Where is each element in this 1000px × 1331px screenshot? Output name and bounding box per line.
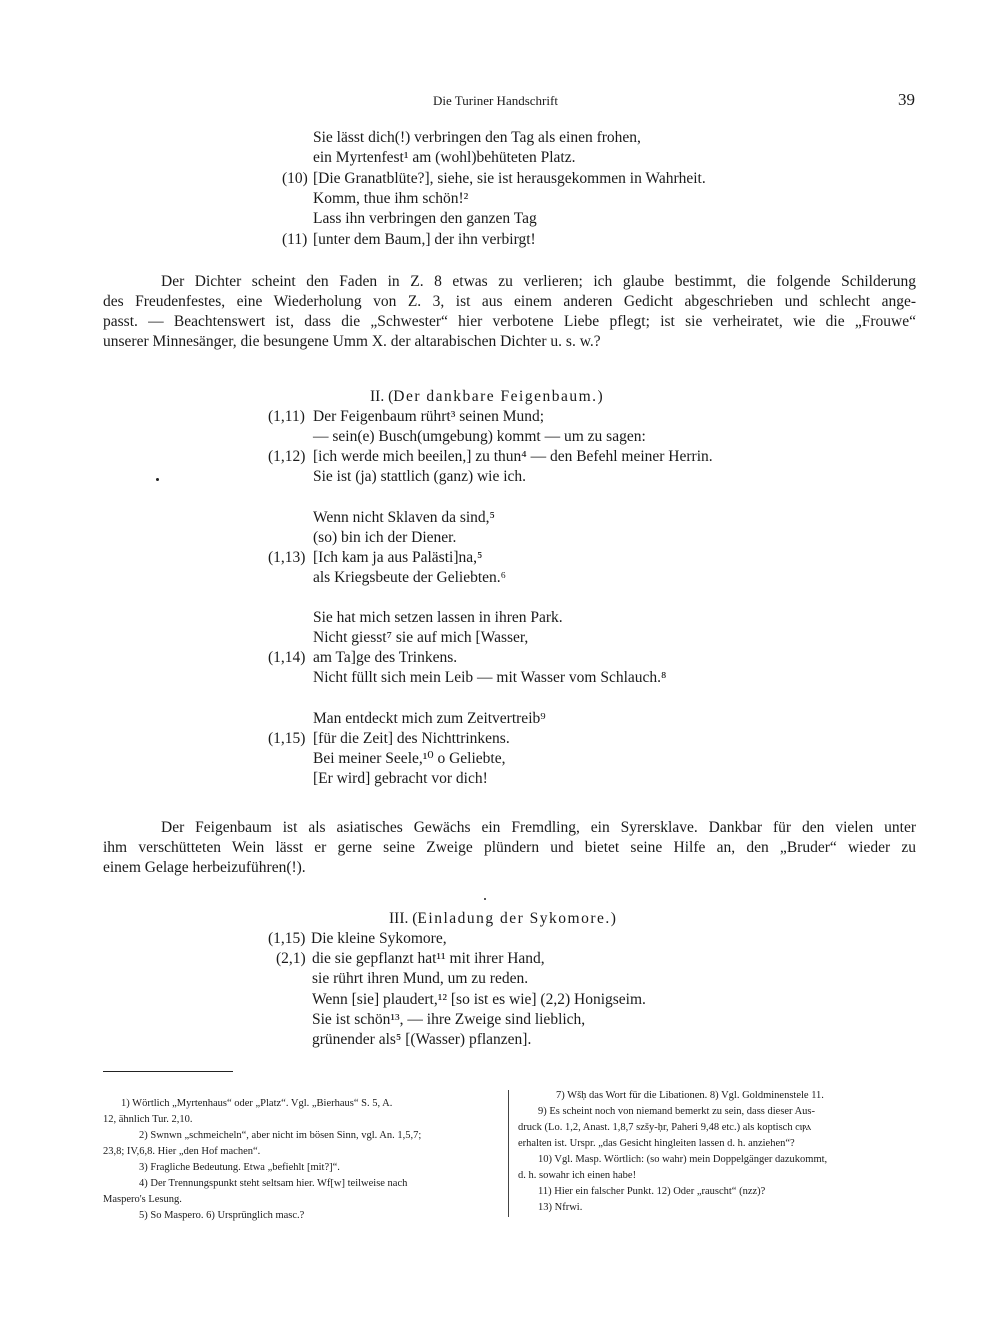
footnote-line: d. h. sowahr ich einen habe! [518, 1170, 637, 1181]
footnotes-left [103, 1096, 498, 1224]
verse-line: [für die Zeit] des Nichttrinkens. [313, 729, 510, 747]
stray-mark-2 [484, 898, 486, 900]
verse-line: Nicht giesst⁷ sie auf mich [Wasser, [313, 629, 529, 647]
verse-line: grünender als⁵ [(Wasser) pflanzen]. [312, 1031, 532, 1048]
verse-line: die sie gepflanzt hat¹¹ mit ihrer Hand, [312, 950, 545, 968]
paragraph-line: des Freudenfestes, eine Wiederholung von Z. 3, ist aus einem anderen Gedicht abgeschrieben und schlecht ange- [103, 293, 916, 310]
footnote-line: 23,8; IV,6,8. Hier „den Hof machen“. [103, 1146, 261, 1157]
footnote-line: 5) So Maspero. 6) Ursprünglich masc.? [139, 1210, 305, 1221]
verse-line: Man entdeckt mich zum Zeitvertreib⁹ [313, 709, 546, 727]
verse-line: Sie hat mich setzen lassen in ihren Park. [313, 609, 563, 626]
line-number: (1,12) [268, 448, 306, 466]
footnote-line: 12, ähnlich Tur. 2,10. [103, 1114, 193, 1125]
footnote-line: 1) Wörtlich „Myrtenhaus“ oder „Platz“. Vgl. „Bierhaus“ S. 5, A. [121, 1098, 393, 1109]
verse-line: Sie ist schön¹³, — ihre Zweige sind lieblich, [312, 1010, 586, 1028]
footnote-column-divider [508, 1090, 509, 1217]
line-number: (1,15) [268, 930, 306, 947]
line-number: (2,1) [276, 950, 306, 968]
line-number: (10) [282, 169, 308, 187]
verse-line: [Er wird] gebracht vor dich! [313, 769, 488, 787]
footnote-line: 4) Der Trennungspunkt steht seltsam hier. Wf[w] teilweise nach [139, 1178, 408, 1189]
footnote-line: 7) Wšḥ das Wort für die Libationen. 8) Vgl. Goldminenstele 11. [556, 1090, 824, 1101]
verse-line: Lass ihn verbringen den ganzen Tag [313, 210, 537, 228]
stray-mark [156, 478, 159, 481]
footnote-line: druck (Lo. 1,2, Anast. 1,8,7 szšy-ḥr, Paheri 9,48 etc.) als koptisch ⲥⲓⲣⲁ [518, 1122, 812, 1133]
verse-line: als Kriegsbeute der Geliebten.⁶ [313, 568, 507, 586]
line-number: (1,14) [268, 649, 306, 667]
section-2-number: II. [370, 388, 385, 405]
footnotes-right [518, 1088, 918, 1216]
footnote-line: 3) Fragliche Bedeutung. Etwa „befiehlt [mit?]“. [139, 1162, 340, 1173]
verse-line: — sein(e) Busch(umgebung) kommt — um zu sagen: [313, 428, 646, 446]
verse-line: Bei meiner Seele,¹⁰ o Geliebte, [313, 749, 506, 767]
line-number: (1,13) [268, 548, 306, 566]
footnote-line: 9) Es scheint noch von niemand bemerkt zu sein, dass dieser Aus- [538, 1106, 816, 1117]
paragraph-line: ihm verschütteten Wein lässt er gerne seine Zweige plündern und bietet seine Hilfe an, den „Bruder“ wieder zu [103, 839, 916, 856]
verse-line: sie rührt ihren Mund, um zu reden. [312, 970, 529, 988]
verse-line: (so) bin ich der Diener. [313, 528, 457, 546]
verse-line: [Die Granatblüte?], siehe, sie ist herausgekommen in Wahrheit. [313, 169, 706, 187]
footnote-line: 13) Nfrwi. [538, 1202, 583, 1213]
footnote-line: 2) Swnwn „schmeicheln“, aber nicht im bösen Sinn, vgl. An. 1,5,7; [139, 1130, 422, 1141]
paragraph-line: Der Feigenbaum ist als asiatisches Gewächs ein Fremdling, ein Syrersklave. Dankbar für den vielen unter [161, 819, 916, 836]
paragraph-line: unserer Minnesänger, die besungene Umm X. der altarabischen Dichter u. s. w.? [103, 333, 601, 350]
commentary-paragraph-2 [103, 818, 916, 878]
footnote-line: Maspero's Lesung. [103, 1194, 182, 1205]
line-number: (1,11) [268, 408, 305, 425]
verse-line: Wenn [sie] plaudert,¹² [so ist es wie] (2,2) Honigseim. [312, 990, 646, 1008]
verse-line: am Ta]ge des Trinkens. [313, 649, 458, 667]
paragraph-line: Der Dichter scheint den Faden in Z. 8 etwas zu verlieren; ich glaube bestimmt, die folgende Schilderung [161, 273, 916, 290]
page-number: 39 [898, 90, 915, 109]
verse-line: [Ich kam ja aus Palästi]na,⁵ [313, 548, 483, 566]
footnote-line: 11) Hier ein falscher Punkt. 12) Oder „rauscht“ (nzz)? [538, 1186, 766, 1197]
paragraph-line: einem Gelage herbeizuführen(!). [103, 859, 306, 876]
verse-line: Komm, thue ihm schön!² [313, 189, 469, 207]
section-2-heading: II. (Der dankbare Feigenbaum.) [370, 388, 603, 405]
verse-line: Sie lässt dich(!) verbringen den Tag als einen frohen, [313, 129, 641, 146]
running-header: Die Turiner Handschrift [433, 93, 558, 108]
verse-line: Sie ist (ja) stattlich (ganz) wie ich. [313, 468, 527, 486]
paragraph-line: passt. — Beachtenswert ist, dass die „Schwester“ hier verbotene Liebe pflegt; ist sie verheiratet, wie die „Frouwe“ [103, 313, 916, 330]
line-number: (11) [282, 230, 308, 248]
verse-line: Nicht füllt sich mein Leib — mit Wasser vom Schlauch.⁸ [313, 669, 667, 687]
line-number: (1,15) [268, 729, 306, 747]
verse-line: Die kleine Sykomore, [311, 930, 447, 947]
commentary-paragraph-1 [103, 272, 916, 352]
footnote-line: erhalten ist. Urspr. „das Gesicht hingleiten lassen d. h. anziehen“? [518, 1138, 795, 1149]
section-2-title: Der dankbare Feigenbaum. [393, 388, 598, 405]
section-3-title: Einladung der Sykomore. [417, 910, 611, 927]
section-3-number: III. [389, 910, 409, 927]
verse-line: Wenn nicht Sklaven da sind,⁵ [313, 508, 495, 526]
verse-line: ein Myrtenfest¹ am (wohl)behüteten Platz. [313, 149, 576, 167]
verse-line: Der Feigenbaum rührt³ seinen Mund; [313, 408, 545, 425]
section-3-heading: III. (Einladung der Sykomore.) [389, 910, 616, 927]
footnote-rule [103, 1071, 233, 1072]
verse-line: [unter dem Baum,] der ihn verbirgt! [313, 230, 536, 248]
verse-line: [ich werde mich beeilen,] zu thun⁴ — den Befehl meiner Herrin. [313, 448, 713, 466]
footnote-line: 10) Vgl. Masp. Wörtlich: (so wahr) mein Doppelgänger dazukommt, [538, 1154, 828, 1165]
